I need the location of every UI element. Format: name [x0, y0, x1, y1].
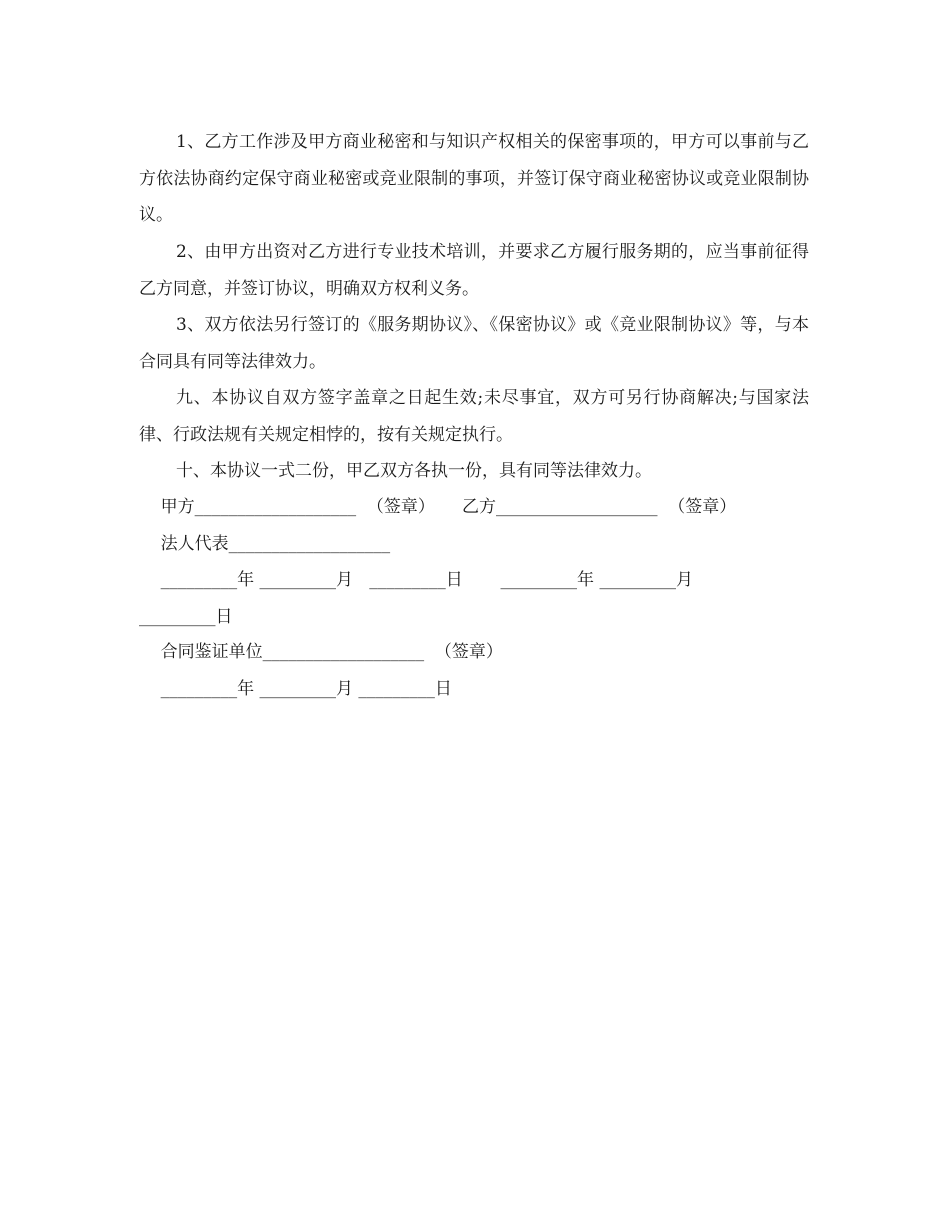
party-signature-line: 甲方___________________ （签章） 乙方___________________ （签章）	[139, 497, 737, 517]
clause-3-paragraph: 3、双方依法另行签订的《服务期协议》、《保密协议》或《竞业限制协议》等，与本合同具有同等法律效力。	[139, 315, 809, 372]
article-9-paragraph: 九、本协议自双方签字盖章之日起生效;未尽事宜，双方可另行协商解决;与国家法律、行政法规有关规定相悖的，按有关规定执行。	[139, 388, 809, 445]
legal-representative-line: 法人代表___________________	[139, 534, 391, 554]
clause-1-paragraph: 1、乙方工作涉及甲方商业秘密和与知识产权相关的保密事项的，甲方可以事前与乙方依法协商约定保守商业秘密或竞业限制的事项，并签订保守商业秘密协议或竞业限制协议。	[139, 132, 809, 225]
verification-unit-line: 合同鉴证单位___________________ （签章）	[139, 642, 503, 662]
clause-2-paragraph: 2、由甲方出资对乙方进行专业技术培训，并要求乙方履行服务期的，应当事前征得乙方同意，并签订协议，明确双方权利义务。	[139, 242, 809, 299]
date-line-day-continuation: _________日	[139, 607, 233, 627]
date-line-parties: _________年 _________月 _________日 _________年 _________月	[139, 570, 693, 590]
verification-date-line: _________年 _________月 _________日	[139, 679, 452, 699]
article-10-paragraph: 十、本协议一式二份，甲乙双方各执一份，具有同等法律效力。	[176, 461, 652, 481]
